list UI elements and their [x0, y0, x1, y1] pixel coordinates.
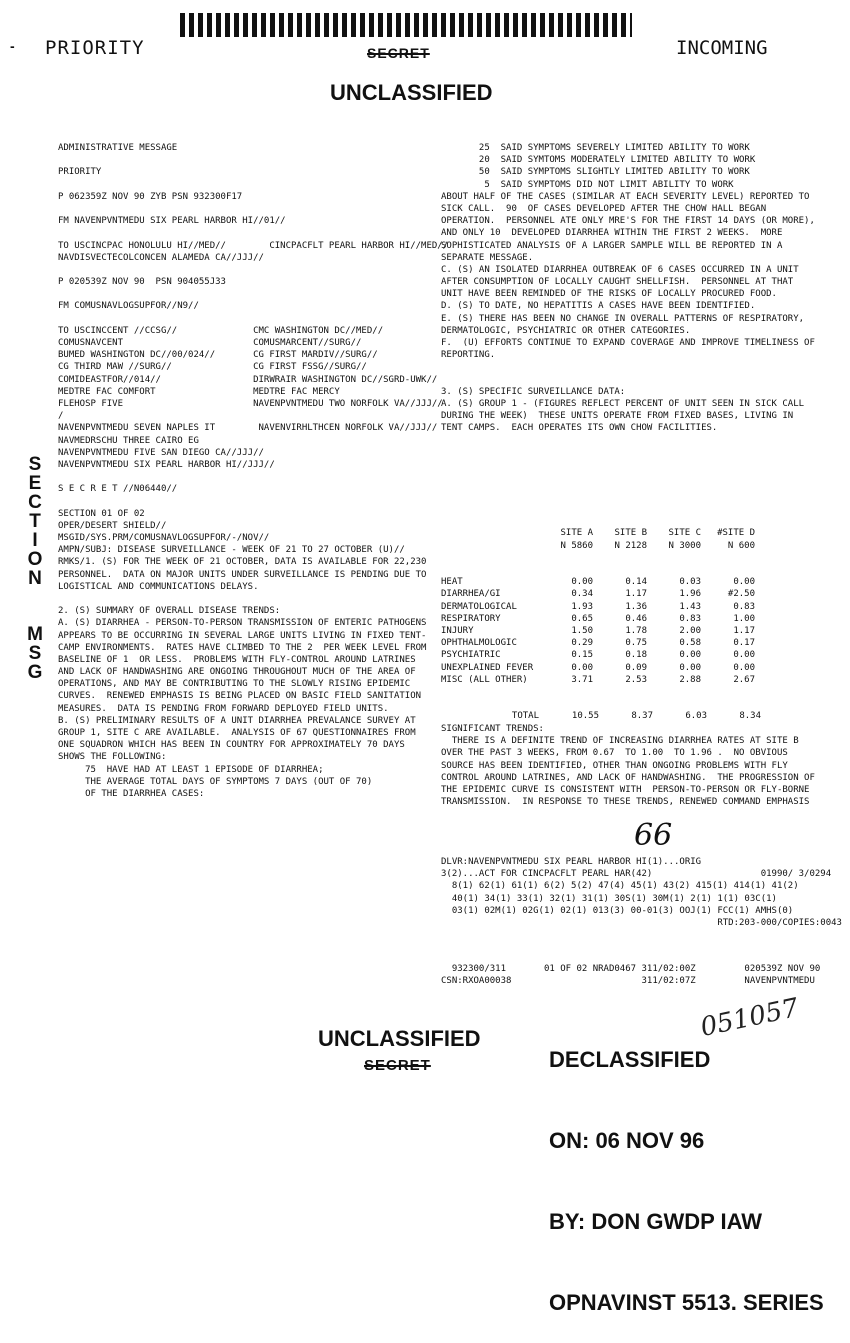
message-line: [58, 154, 448, 166]
message-line: AND ONLY 10 DEVELOPED DIARRHEA WITHIN THE FIRST 2 WEEKS. MORE: [441, 228, 783, 239]
message-line: A. (S) DIARRHEA - PERSON-TO-PERSON TRANSMISSION OF ENTERIC PATHOGENS: [58, 618, 427, 629]
message-line: SOPHISTICATED ANALYSIS OF A LARGER SAMPLE WILL BE REPORTED IN A: [441, 240, 783, 251]
table-cell: 8.34: [739, 711, 761, 722]
handwritten-document-number: 051057: [697, 993, 802, 1043]
message-line: OVER THE PAST 3 WEEKS, FROM 0.67 TO 1.00 TO 1.96 . NO OBVIOUS: [441, 748, 788, 759]
margin-letter: C: [28, 492, 42, 513]
message-line: OF THE DIARRHEA CASES:: [58, 788, 205, 799]
table-header-row: [441, 527, 755, 539]
message-line: [58, 179, 448, 191]
message-line: C. (S) AN ISOLATED DIARRHEA OUTBREAK OF 6 CASES OCCURRED IN A UNIT: [441, 264, 799, 275]
table-row: [441, 637, 755, 649]
message-line: PERSONNEL. DATA ON MAJOR UNITS UNDER SURVEILLANCE IS PENDING DUE TO: [58, 569, 427, 580]
message-line: /: [58, 411, 64, 422]
declassified-line: OPNAVINST 5513. SERIES: [549, 1290, 824, 1315]
table-cell: 0.00: [679, 662, 701, 673]
message-line: GROUP 1, SITE C ARE AVAILABLE. ANALYSIS OF 67 QUESTIONNAIRES FROM: [58, 728, 416, 738]
message-line: CAMP ENVIRONMENTS. RATES HAVE CLIMBED TO THE 2 PER WEEK LEVEL FROM: [58, 642, 427, 653]
message-line: RMKS/1. (S) FOR THE WEEK OF 21 OCTOBER, DATA IS AVAILABLE FOR 22,230: [58, 557, 427, 568]
message-line: [58, 495, 448, 507]
routing-line: 932300/311 01 OF 02 NRAD0467 311/02:00Z 020539Z NOV 90: [441, 964, 821, 974]
margin-letter: M: [27, 624, 43, 645]
table-row: [441, 576, 755, 588]
message-line: COMIDEASTFOR//014// DIRWRAIR WASHINGTON DC//SGRD-UWK//: [58, 374, 438, 385]
message-line: P 020539Z NOV 90 PSN 904055J33: [58, 277, 226, 288]
message-line: BASELINE OF 1 OR LESS. PROBLEMS WITH FLY-CONTROL AROUND LATRINES: [58, 654, 416, 665]
message-line: [58, 471, 448, 483]
table-cell: 0.15: [571, 650, 593, 661]
table-cell: 3.71: [571, 674, 593, 685]
table-row-label: DERMATOLOGICAL: [441, 601, 517, 612]
table-cell: 2.53: [625, 674, 647, 685]
message-line: OPERATIONS, AND MAY BE CONTRIBUTING TO THE SLOWLY RISING EPIDEMIC: [58, 679, 411, 690]
table-row: [441, 601, 755, 613]
margin-letter: G: [27, 662, 43, 683]
declassified-line: ON: 06 NOV 96: [549, 1128, 705, 1153]
routing-line: CSN:RXOA00038 311/02:07Z NAVENPVNTMEDU: [441, 976, 815, 987]
message-line: UNIT HAVE BEEN REMINDED OF THE RISKS OF LOCALLY PROCURED FOOD.: [441, 289, 777, 300]
table-row-label: PSYCHIATRIC: [441, 650, 501, 661]
declassified-line: DECLASSIFIED: [549, 1047, 711, 1072]
distribution-list: [441, 856, 842, 929]
message-line: 50 SAID SYMPTOMS SLIGHTLY LIMITED ABILITY TO WORK: [441, 167, 750, 178]
message-line: [441, 374, 815, 386]
message-line: [58, 227, 448, 239]
table-cell: 2.00: [679, 626, 701, 637]
table-cell: 0.83: [733, 601, 755, 612]
distribution-line: 03(1) 02M(1) 02G(1) 02(1) 013(3) 00-01(3) OOJ(1) FCC(1) AMHS(0): [441, 905, 794, 916]
left-column-text: [58, 142, 448, 800]
secret-bottom-struck: SECRET: [364, 1057, 431, 1074]
table-cell: 2.88: [679, 674, 701, 685]
table-header-cell: SITE B: [614, 528, 647, 539]
message-line: 25 SAID SYMPTOMS SEVERELY LIMITED ABILITY TO WORK: [441, 143, 750, 153]
table-row-label: OPHTHALMOLOGIC: [441, 638, 517, 649]
msg-margin-label: [27, 625, 43, 682]
message-line: NAVMEDRSCHU THREE CAIRO EG: [58, 435, 199, 446]
table-cell: 0.00: [733, 662, 755, 673]
top-dash: -: [10, 38, 15, 54]
handwritten-page-number: 66: [634, 818, 673, 853]
table-cell: 1.17: [733, 626, 755, 637]
table-cell: 0.18: [625, 650, 647, 661]
margin-letter: O: [27, 549, 43, 570]
table-cell: 8.37: [631, 711, 653, 722]
incoming-label: INCOMING: [676, 37, 768, 59]
message-line: [58, 288, 448, 300]
distribution-line: RTD:203-000/COPIES:0043: [441, 917, 842, 928]
message-line: NAVENPVNTMEDU FIVE SAN DIEGO CA//JJJ//: [58, 447, 264, 458]
message-line: ADMINISTRATIVE MESSAGE: [58, 143, 178, 153]
message-line: [58, 264, 448, 276]
table-total-label: TOTAL: [511, 711, 539, 722]
message-line: COMUSNAVCENT COMUSMARCENT//SURG//: [58, 338, 362, 348]
table-cell: 1.36: [625, 601, 647, 612]
section-margin-label: [27, 455, 43, 588]
message-line: SIGNIFICANT TRENDS:: [441, 724, 544, 734]
message-line: AND LACK OF HANDWASHING ARE ONGOING THROUGHOUT MUCH OF THE AREA OF: [58, 667, 416, 678]
table-cell: 0.17: [733, 638, 755, 649]
table-cell: 0.58: [679, 638, 701, 649]
message-line: AMPN/SUBJ: DISEASE SURVEILLANCE - WEEK OF 21 TO 27 OCTOBER (U)//: [58, 545, 405, 556]
table-n-cell: N 600: [727, 540, 755, 551]
message-line: NAVENPVNTMEDU SIX PEARL HARBOR HI//JJJ//: [58, 459, 275, 470]
table-cell: 0.00: [733, 650, 755, 661]
message-line: OPERATION. PERSONNEL ATE ONLY MRE'S FOR THE FIRST 14 DAYS (OR MORE),: [441, 216, 815, 227]
margin-letter: I: [32, 530, 38, 551]
table-row-label: MISC (ALL OTHER): [441, 674, 528, 685]
message-line: NAVENPVNTMEDU SEVEN NAPLES IT NAVENVIRHLTHCEN NORFOLK VA//JJJ//: [58, 423, 438, 434]
table-cell: 1.78: [625, 626, 647, 637]
secret-top-struck: SECRET: [367, 45, 430, 61]
priority-label: PRIORITY: [45, 37, 145, 59]
message-line: [58, 593, 448, 605]
message-line: 75 HAVE HAD AT LEAST 1 EPISODE OF DIARRHEA;: [58, 764, 324, 775]
message-line: CURVES. RENEWED EMPHASIS IS BEING PLACED ON BASIC FIELD SANITATION: [58, 691, 422, 702]
distribution-line: 3(2)...ACT FOR CINCPACFLT PEARL HAR(42) 01990/ 3/0294: [441, 869, 832, 880]
classification-top: UNCLASSIFIED: [330, 80, 493, 105]
table-total-row: [441, 710, 761, 722]
table-cell: 0.75: [625, 638, 647, 649]
message-line: [441, 361, 815, 373]
message-line: CG THIRD MAW //SURG// CG FIRST FSSG//SURG//: [58, 362, 367, 373]
message-line: SEPARATE MESSAGE.: [441, 252, 534, 263]
table-cell: 0.00: [733, 577, 755, 588]
message-line: SICK CALL. 90 OF CASES DEVELOPED AFTER THE CHOW HALL BEGAN: [441, 203, 767, 214]
message-line: OPER/DESERT SHIELD//: [58, 520, 167, 531]
message-line: ABOUT HALF OF THE CASES (SIMILAR AT EACH SEVERITY LEVEL) REPORTED TO: [441, 191, 810, 202]
table-cell: 1.43: [679, 601, 701, 612]
message-line: FLEHOSP FIVE NAVENPVNTMEDU TWO NORFOLK VA//JJJ//: [58, 398, 443, 409]
message-line: TO USCINCCENT //CCSG// CMC WASHINGTON DC//MED//: [58, 325, 384, 336]
table-n-cell: N 3000: [668, 540, 701, 551]
message-line: A. (S) GROUP 1 - (FIGURES REFLECT PERCENT OF UNIT SEEN IN SICK CALL: [441, 398, 805, 409]
message-line: BUMED WASHINGTON DC//00/024// CG FIRST MARDIV//SURG//: [58, 350, 378, 361]
distribution-line: DLVR:NAVENPVNTMEDU SIX PEARL HARBOR HI(1)...ORIG: [441, 857, 702, 867]
message-line: [58, 313, 448, 325]
table-cell: 0.46: [625, 613, 647, 624]
message-line: 20 SAID SYMTOMS MODERATELY LIMITED ABILITY TO WORK: [441, 155, 756, 166]
table-cell: 2.67: [733, 674, 755, 685]
table-row: [441, 625, 755, 637]
message-line: FM NAVENPVNTMEDU SIX PEARL HARBOR HI//01//: [58, 216, 286, 227]
table-cell: 0.00: [571, 662, 593, 673]
message-line: B. (S) PRELIMINARY RESULTS OF A UNIT DIARRHEA PREVALANCE SURVEY AT: [58, 715, 416, 726]
table-cell: 0.03: [679, 577, 701, 588]
message-line: THE AVERAGE TOTAL DAYS OF SYMPTOMS 7 DAYS (OUT OF 70): [58, 776, 373, 787]
table-row-label: UNEXPLAINED FEVER: [441, 662, 534, 673]
message-line: MSGID/SYS.PRM/COMUSNAVLOGSUPFOR/-/NOV//: [58, 533, 270, 543]
table-cell: 0.00: [679, 650, 701, 661]
margin-letter: S: [28, 454, 42, 475]
table-cell: 1.00: [733, 613, 755, 624]
table-row: [441, 613, 755, 625]
table-cell: 0.34: [571, 589, 593, 600]
message-line: NAVDISVECTECOLCONCEN ALAMEDA CA//JJJ//: [58, 252, 264, 263]
routing-codes: [441, 963, 820, 987]
message-line: 5 SAID SYMPTOMS DID NOT LIMIT ABILITY TO WORK: [441, 179, 734, 190]
message-line: SECTION 01 OF 02: [58, 508, 145, 519]
margin-letter: E: [28, 473, 42, 494]
margin-letter: T: [29, 511, 41, 532]
distribution-line: 40(1) 34(1) 33(1) 32(1) 31(1) 30S(1) 30M(1) 2(1) 1(1) 03C(1): [441, 893, 777, 904]
margin-letter: S: [28, 643, 42, 664]
table-header-cell: #SITE D: [717, 528, 755, 539]
table-cell: #2.50: [727, 589, 755, 600]
table-row: [441, 588, 755, 600]
table-n-row: [441, 540, 755, 552]
table-header-cell: SITE C: [668, 528, 701, 539]
message-line: DERMATOLOGIC, PSYCHIATRIC OR OTHER CATEGORIES.: [441, 325, 691, 336]
barcode: [180, 13, 632, 37]
message-line: E. (S) THERE HAS BEEN NO CHANGE IN OVERALL PATTERNS OF RESPIRATORY,: [441, 313, 805, 324]
message-line: SHOWS THE FOLLOWING:: [58, 752, 167, 763]
message-line: APPEARS TO BE OCCURRING IN SEVERAL LARGE UNITS LIVING IN FIXED TENT-: [58, 630, 427, 641]
table-cell: 0.09: [625, 662, 647, 673]
message-line: 3. (S) SPECIFIC SURVEILLANCE DATA:: [441, 386, 626, 397]
margin-letter: N: [28, 568, 42, 589]
message-line: TO USCINCPAC HONOLULU HI//MED// CINCPACFLT PEARL HARBOR HI//MED//: [58, 240, 449, 251]
table-row: [441, 649, 755, 661]
table-row: [441, 674, 755, 686]
message-line: AFTER CONSUMPTION OF LOCALLY CAUGHT SHELLFISH. PERSONNEL AT THAT: [441, 277, 794, 288]
table-row-label: INJURY: [441, 626, 474, 637]
table-cell: 6.03: [685, 711, 707, 722]
message-line: S E C R E T //N06440//: [58, 484, 178, 495]
message-line: FM COMUSNAVLOGSUPFOR//N9//: [58, 301, 199, 312]
table-cell: 0.29: [571, 638, 593, 649]
table-row-label: RESPIRATORY: [441, 613, 501, 624]
table-cell: 1.17: [625, 589, 647, 600]
message-line: [58, 203, 448, 215]
declassified-stamp: [549, 992, 824, 1343]
trends-text: [441, 723, 815, 808]
message-line: SOURCE HAS BEEN IDENTIFIED, OTHER THAN ONGOING PROBLEMS WITH FLY: [441, 760, 788, 771]
message-line: CONTROL AROUND LATRINES, AND LACK OF HANDWASHING. THE PROGRESSION OF: [441, 772, 815, 783]
right-column-text: [441, 142, 815, 435]
message-line: MEASURES. DATA IS PENDING FROM FORWARD DEPLOYED FIELD UNITS.: [58, 703, 389, 714]
table-row-label: DIARRHEA/GI: [441, 589, 501, 600]
table-cell: 1.50: [571, 626, 593, 637]
table-header-cell: SITE A: [560, 528, 593, 539]
message-line: 2. (S) SUMMARY OF OVERALL DISEASE TRENDS:: [58, 606, 281, 617]
table-cell: 1.96: [679, 589, 701, 600]
table-cell: 10.55: [571, 711, 599, 722]
table-row: [441, 662, 755, 674]
message-line: P 062359Z NOV 90 ZYB PSN 932300F17: [58, 191, 243, 202]
message-line: REPORTING.: [441, 350, 496, 361]
message-line: MEDTRE FAC COMFORT MEDTRE FAC MERCY: [58, 386, 340, 397]
table-cell: 0.00: [571, 577, 593, 588]
message-line: D. (S) TO DATE, NO HEPATITIS A CASES HAVE BEEN IDENTIFIED.: [441, 301, 756, 312]
message-line: PRIORITY: [58, 167, 102, 178]
message-line: ONE SQUADRON WHICH HAS BEEN IN COUNTRY FOR APPROXIMATELY 70 DAYS: [58, 740, 405, 751]
classification-bottom: UNCLASSIFIED: [318, 1026, 481, 1051]
message-line: TRANSMISSION. IN RESPONSE TO THESE TRENDS, RENEWED COMMAND EMPHASIS: [441, 797, 810, 808]
surveillance-table: [441, 503, 761, 735]
table-row-label: HEAT: [441, 577, 463, 588]
distribution-line: 8(1) 62(1) 61(1) 6(2) 5(2) 47(4) 45(1) 43(2) 415(1) 414(1) 41(2): [441, 881, 799, 892]
message-line: THE EPIDEMIC CURVE IS CONSISTENT WITH PERSON-TO-PERSON OR FLY-BORNE: [441, 784, 810, 795]
message-line: TENT CAMPS. EACH OPERATES ITS OWN CHOW FACILITIES.: [441, 423, 718, 434]
table-n-cell: N 5860: [560, 540, 593, 551]
message-line: DURING THE WEEK) THESE UNITS OPERATE FROM FIXED BASES, LIVING IN: [441, 411, 794, 422]
table-cell: 0.83: [679, 613, 701, 624]
message-line: THERE IS A DEFINITE TREND OF INCREASING DIARRHEA RATES AT SITE B: [441, 736, 799, 747]
message-line: LOGISTICAL AND COMMUNICATIONS DELAYS.: [58, 581, 259, 592]
table-cell: 0.65: [571, 613, 593, 624]
table-cell: 0.14: [625, 577, 647, 588]
declassified-line: BY: DON GWDP IAW: [549, 1209, 763, 1234]
table-n-cell: N 2128: [614, 540, 647, 551]
table-cell: 1.93: [571, 601, 593, 612]
message-line: F. (U) EFFORTS CONTINUE TO EXPAND COVERAGE AND IMPROVE TIMELINESS OF: [441, 338, 815, 348]
